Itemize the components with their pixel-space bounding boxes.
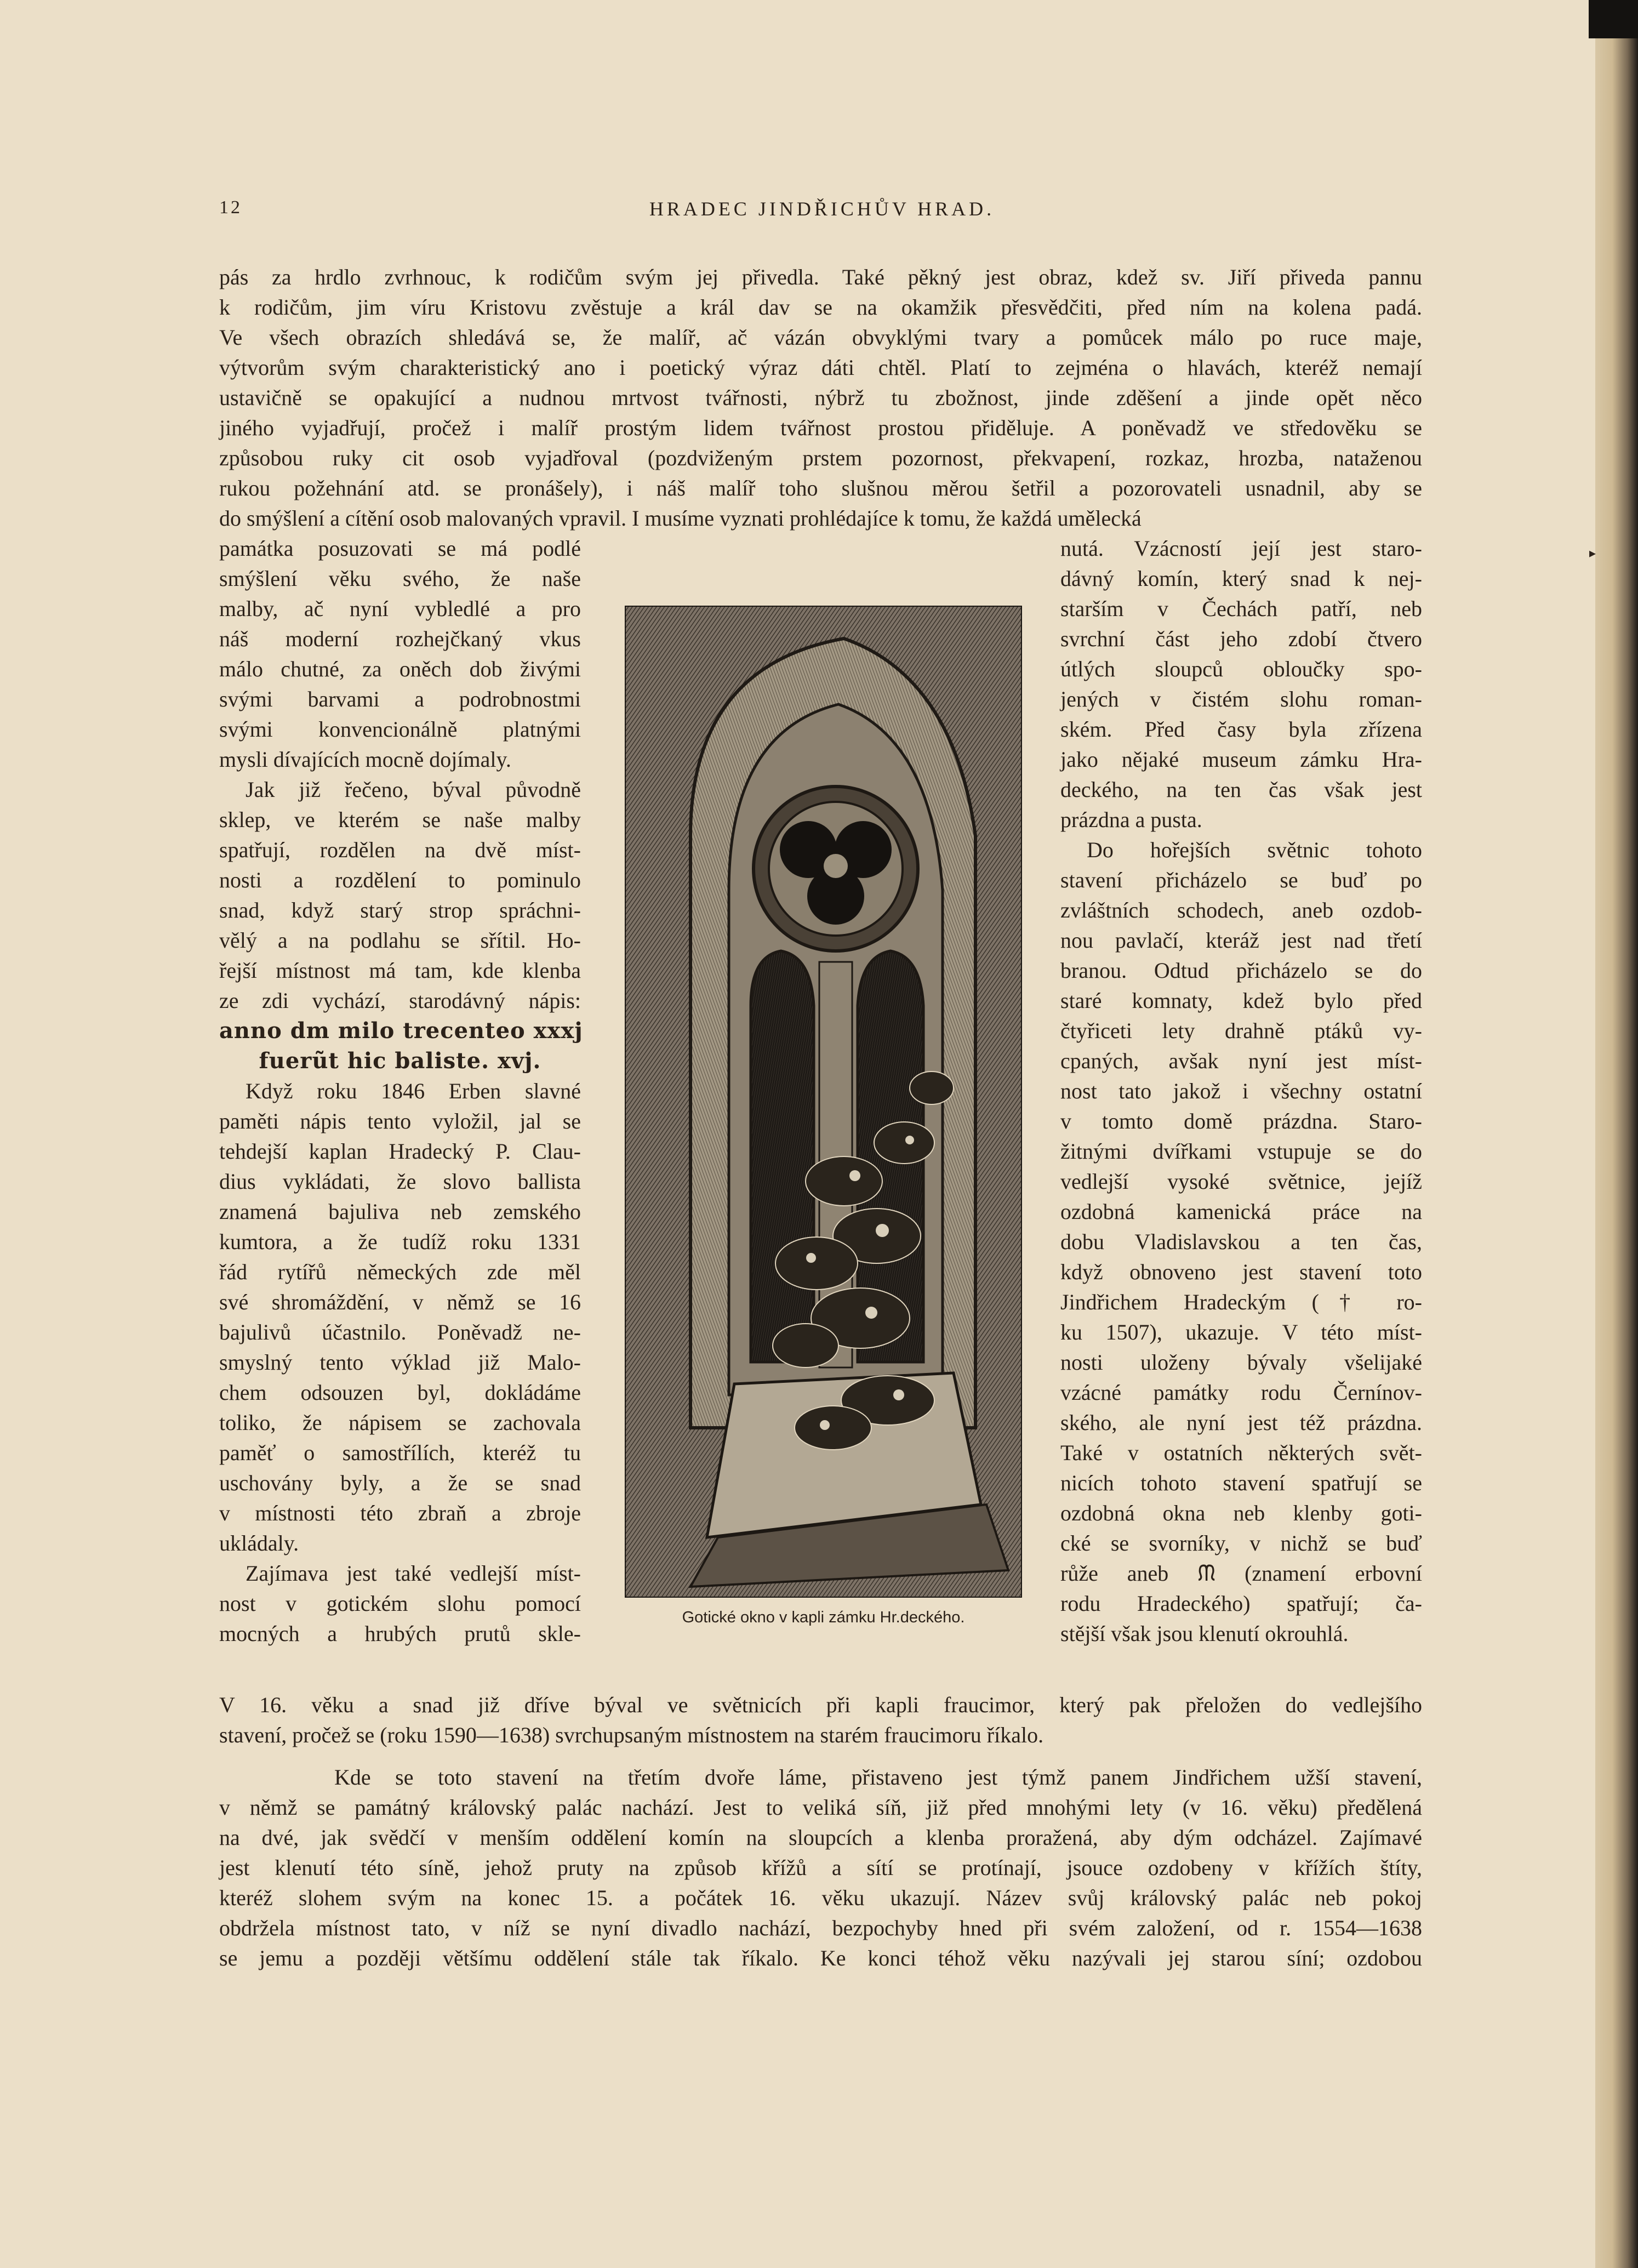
text-line: Zajímava jest také vedlejší míst-: [246, 1561, 581, 1586]
text-line: Když roku 1846 Erben slavné: [246, 1079, 581, 1103]
text-line: Kde se toto stavení na třetím dvoře láme, přistaveno jest týmž panem Jindřichem užší stavení,: [334, 1765, 1422, 1790]
text-line: stější však jsou klenutí okrouhlá.: [1060, 1621, 1349, 1646]
text-line: jených v čistém slohu roman-: [1060, 687, 1422, 711]
continuation-paragraph: [219, 1690, 1422, 1750]
page-header: [219, 197, 1425, 230]
text-line: náš moderní rozhejčkaný vkus: [219, 626, 581, 651]
text-line: růže aneb ᙏ (znamení erbovní: [1060, 1561, 1422, 1586]
figure-caption: Gotické okno v kapli zámku Hr.deckého.: [682, 1609, 965, 1626]
text-line: ku 1507), ukazuje. V této míst-: [1060, 1320, 1422, 1344]
text-line: snad, když starý strop spráchni-: [219, 898, 581, 922]
text-line: sklep, ve kterém se naše malby: [219, 807, 581, 832]
text-line: spatřují, rozdělen na dvě míst-: [219, 837, 581, 862]
text-line: výtvorům svým charakteristický ano i poetický výraz dáti chtěl. Platí to zejména o hlavách, kteréž nemají: [219, 355, 1422, 380]
text-line: ském. Před časy byla zřízena: [1060, 717, 1422, 742]
text-line: ozdobná okna neb klenby goti-: [1060, 1501, 1422, 1525]
text-line: svrchní část jeho zdobí čtvero: [1060, 626, 1422, 651]
text-line: smyslný tento výklad již Malo-: [219, 1350, 581, 1375]
text-line: v tomto domě prázdna. Staro-: [1060, 1109, 1422, 1133]
text-line: řejší místnost má tam, kde klenba: [219, 958, 581, 983]
page-number: 12: [219, 197, 242, 218]
text-line: Jindřichem Hradeckým († ro-: [1060, 1290, 1422, 1314]
text-line: útlých sloupců obloučky spo-: [1060, 657, 1422, 681]
text-line: nutá. Vzácností její jest staro-: [1060, 536, 1422, 561]
text-line: vzácné památky rodu Černínov-: [1060, 1380, 1422, 1405]
text-line: mocných a hrubých prutů skle-: [219, 1621, 581, 1646]
text-line: dobu Vladislavskou a ten čas,: [1060, 1229, 1422, 1254]
text-line: jako nějaké museum zámku Hra-: [1060, 747, 1422, 772]
text-line: vedlejší vysoké světnice, jejíž: [1060, 1169, 1422, 1194]
text-line: na dvé, jak svědčí v menším oddělení komín na sloupcích a klenba proražená, aby dým odcházel. Zajímavé: [219, 1825, 1422, 1850]
text-line: do smýšlení a cítění osob malovaných vpravil. I musíme vyznati prohlédajíce k tomu, že každá umělecká: [219, 506, 1142, 531]
text-line: stavení, pročež se (roku 1590—1638) svrchupsaným místnostem na starém fraucimoru říkalo.: [219, 1723, 1044, 1747]
text-line: málo chutné, za oněch dob živými: [219, 657, 581, 681]
text-line: nosti a rozdělení to pominulo: [219, 868, 581, 892]
text-line: rukou požehnání atd. se pronášely), i náš malíř toho slušnou měrou šetřil a pozorovateli usnadnil, aby se: [219, 476, 1422, 500]
inscription-line: fuerũt hic baliste. xvj.: [259, 1048, 541, 1074]
text-line: toliko, že nápisem se zachovala: [219, 1410, 581, 1435]
text-line: paměť o samostřílích, kteréž tu: [219, 1440, 581, 1465]
text-line: Také v ostatních některých svět-: [1060, 1440, 1422, 1465]
text-line: nost v gotickém slohu pomocí: [219, 1591, 581, 1616]
text-line: branou. Odtud přicházelo se do: [1060, 958, 1422, 983]
inscription-line: anno dm milo trecenteo xxxj: [219, 1018, 583, 1044]
right-column: [1060, 533, 1422, 1649]
text-line: dius vykládati, že slovo ballista: [219, 1169, 581, 1194]
text-line: chem odsouzen byl, dokládáme: [219, 1380, 581, 1405]
text-line: když obnoveno jest stavení toto: [1060, 1260, 1422, 1284]
text-line: Do hořejších světnic tohoto: [1087, 837, 1422, 862]
text-line: svými barvami a podrobnostmi: [219, 687, 581, 711]
text-line: ozdobná kamenická práce na: [1060, 1199, 1422, 1224]
text-line: V 16. věku a snad již dříve býval ve světnicích při kapli fraucimor, který pak přeložen do vedlejšího: [219, 1693, 1422, 1717]
running-title: HRADEC JINDŘICHŮV HRAD.: [649, 198, 995, 220]
bottom-paragraph: [219, 1762, 1422, 1973]
text-line: vělý a na podlahu se sřítil. Ho-: [219, 928, 581, 953]
text-line: rodu Hradeckého) spatřují; ča-: [1060, 1591, 1422, 1616]
text-line: ukládaly.: [219, 1531, 299, 1555]
text-line: bajulivů účastnilo. Poněvadž ne-: [219, 1320, 581, 1344]
text-line: nou pavlačí, kteráž jest nad třetí: [1060, 928, 1422, 953]
page-gutter: [1595, 0, 1638, 2268]
text-line: Jak již řečeno, býval původně: [246, 777, 581, 802]
text-line: nicích tohoto stavení spatřují se: [1060, 1471, 1422, 1495]
text-line: svými konvencionálně platnými: [219, 717, 581, 742]
text-line: ského, ale nyní jest též prázdna.: [1060, 1410, 1422, 1435]
text-line: kteréž slohem svým na konec 15. a počátek 16. věku ukazují. Název svůj královský palác neb pokoj: [219, 1885, 1422, 1910]
top-paragraph: [219, 262, 1422, 533]
text-line: dávný komín, který snad k nej-: [1060, 566, 1422, 591]
text-line: cpaných, avšak nyní jest míst-: [1060, 1048, 1422, 1073]
text-line: se jemu a později většímu oddělení stále tak říkalo. Ke konci téhož věku nazývali jej starou síní; ozdobou: [219, 1946, 1422, 1970]
text-line: ustavičně se opakující a nudnou mrtvost tvářnosti, nýbrž tu zbožnost, jinde zděšení a jinde opět něco: [219, 385, 1422, 410]
text-line: prázdna a pusta.: [1060, 807, 1202, 832]
text-line: smýšlení věku svého, že naše: [219, 566, 581, 591]
text-line: způsobou ruky cit osob vyjadřoval (pozdviženým prstem pozornost, překvapení, rozkaz, hrozba, nataženou: [219, 446, 1422, 470]
text-line: pás za hrdlo zvrhnouc, k rodičům svým jej přivedla. Také pěkný jest obraz, kdež sv. Jiří přiveda pannu: [219, 265, 1422, 289]
text-line: památka posuzovati se má podlé: [219, 536, 581, 561]
text-line: tehdejší kaplan Hradecký P. Clau-: [219, 1139, 581, 1164]
text-line: staré komnaty, kdež bylo před: [1060, 988, 1422, 1013]
text-line: cké se svorníky, v nichž se buď: [1060, 1531, 1422, 1555]
text-line: zvláštních schodech, aneb ozdob-: [1060, 898, 1422, 922]
text-line: řád rytířů německých zde měl: [219, 1260, 581, 1284]
text-line: mysli dívajících mocně dojímaly.: [219, 747, 511, 772]
text-line: žitnými dvířkami vstupuje se do: [1060, 1139, 1422, 1164]
text-line: nosti uloženy bývaly všelijaké: [1060, 1350, 1422, 1375]
text-line: nost tato jakož i všechny ostatní: [1060, 1079, 1422, 1103]
text-line: v němž se památný královský palác nachází. Jest to veliká síň, již před mnohými lety (v 16. věku) předělená: [219, 1795, 1422, 1820]
text-line: jiného vyjadřují, pročež i malíř prostým lidem tvářnost prostou přiděluje. A poněvadž ve středověku se: [219, 415, 1422, 440]
text-line: své shromáždění, v němž se 16: [219, 1290, 581, 1314]
text-line: ze zdi vychází, starodávný nápis:: [219, 988, 581, 1013]
text-line: znamená bajuliva neb zemského: [219, 1199, 581, 1224]
scan-shadow: [1589, 0, 1638, 38]
left-column: [219, 533, 581, 1649]
text-line: paměti nápis tento vyložil, jal se: [219, 1109, 581, 1133]
text-line: k rodičům, jim víru Kristovu zvěstuje a král dav se na okamžik přesvědčiti, před ním na kolena padá.: [219, 295, 1422, 320]
text-line: obdržela místnost tato, v níž se nyní divadlo nachází, bezpochyby hned při svém založení, od r. 1554—1638: [219, 1916, 1422, 1940]
text-line: stavení přicházelo se buď po: [1060, 868, 1422, 892]
text-line: starším v Čechách patří, neb: [1060, 596, 1422, 621]
text-line: v místnosti této zbraň a zbroje: [219, 1501, 581, 1525]
text-line: kumtora, a že tudíž roku 1331: [219, 1229, 581, 1254]
text-line: uschovány byly, a že se snad: [219, 1471, 581, 1495]
margin-mark-icon: ▸: [1589, 546, 1596, 561]
text-line: malby, ač nyní vybledlé a pro: [219, 596, 581, 621]
text-line: deckého, na ten čas však jest: [1060, 777, 1422, 802]
gothic-window-illustration: [625, 606, 1022, 1598]
text-line: Ve všech obrazích shledává se, že malíř, ač vázán obvyklými tvary a pomůcek málo po ruce maje,: [219, 325, 1422, 350]
text-line: jest klenutí této síně, jehož pruty na způsob křížů a sítí se protínají, jsouce ozdobeny v křížích štíty,: [219, 1855, 1422, 1880]
text-line: čtyřiceti lety drahně ptáků vy-: [1060, 1018, 1422, 1043]
